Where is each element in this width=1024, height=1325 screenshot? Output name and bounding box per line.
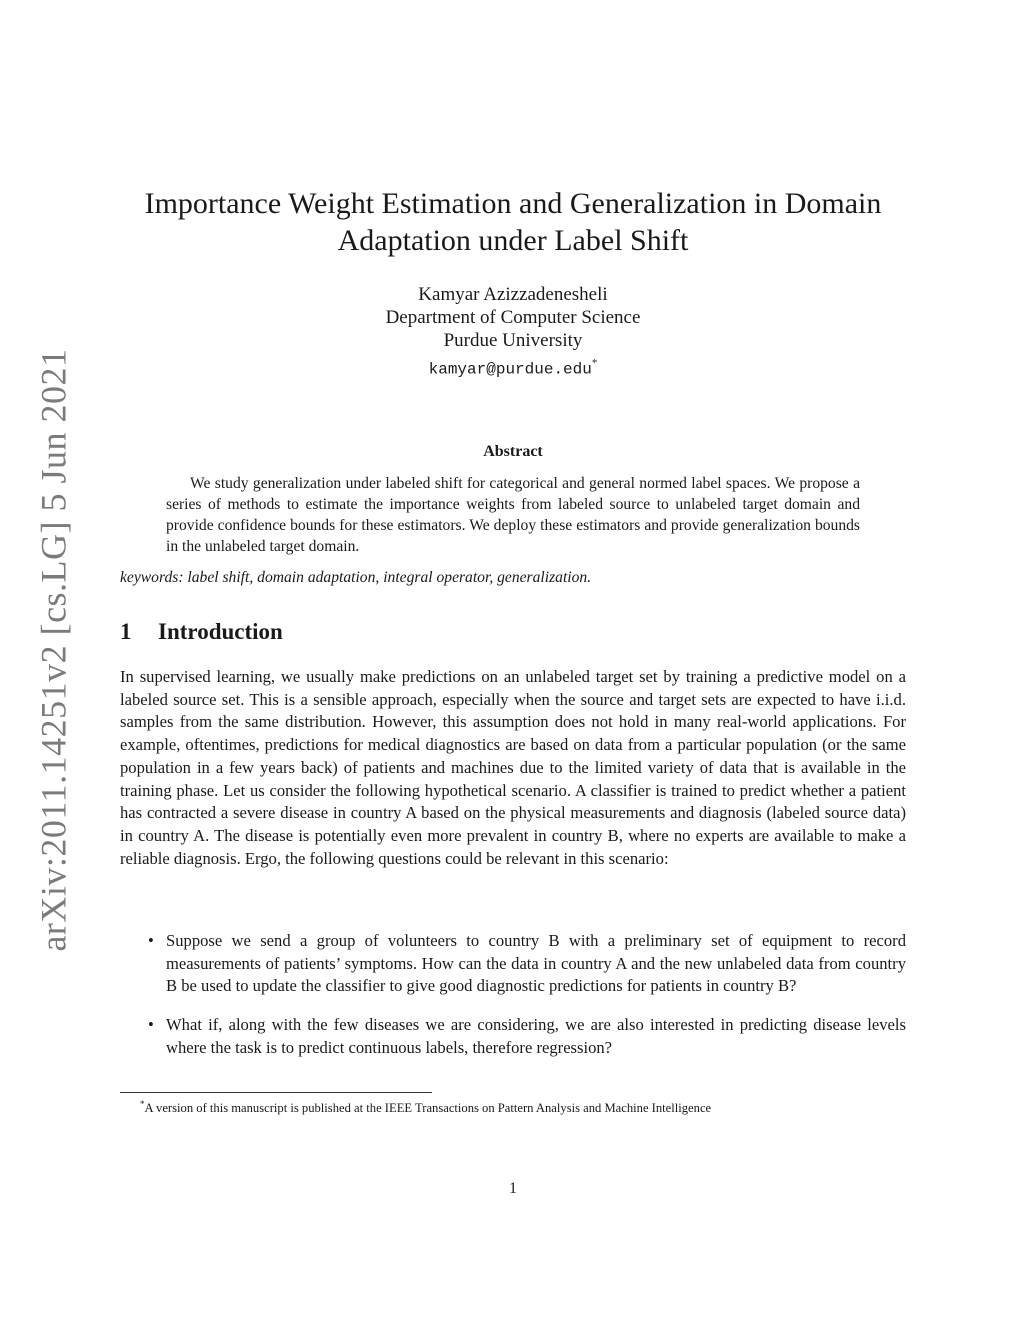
keywords: keywords: label shift, domain adaptation, integral operator, generalization. [120,569,592,586]
arxiv-stamp-text: arXiv:2011.14251v2 [cs.LG] 5 Jun 2021 [34,348,75,952]
footnote-divider [120,1092,432,1093]
abstract-text: We study generalization under labeled shift for categorical and general normed label spaces. We propose a series of methods to estimate the importance weights from labeled source to unlabeled target domain and provide confidence bounds for these estimators. We deploy these estimators and provide generalization bounds in the unlabeled target domain. [166,475,860,555]
page-number: 1 [509,1180,517,1197]
author-email-line [120,352,906,381]
author-footnote-mark: * [591,357,598,369]
author-university: Purdue University [443,330,583,351]
bullet-dot: • [148,931,154,950]
title-line-2: Adaptation under Label Shift [337,224,689,257]
footnote [140,1096,906,1117]
section-title: Introduction [158,619,283,644]
section-heading [120,619,283,645]
title-line-1: Importance Weight Estimation and Generalization in Domain [144,187,882,220]
author-block [120,283,906,381]
footnote-mark: * [140,1099,145,1109]
paper-page [120,0,906,1325]
bullet-text: What if, along with the few diseases we are considering, we are also interested in predicting disease levels where the task is to predict continuous labels, therefore regression? [166,1015,906,1057]
paper-title [120,185,906,259]
bullet-dot: • [148,1015,154,1035]
list-item [120,930,906,998]
bullet-list [120,930,906,1076]
intro-paragraph: In supervised learning, we usually make predictions on an unlabeled target set by training a predictive model on a labeled source set. This is a sensible approach, especially when the source and target sets are expected to have i.i.d. samples from the same distribution. However, this assumption does not hold in many real-world applications. For example, oftentimes, predictions for medical diagnostics are based on data from a particular population (or the same population in a few years back) of patients and machines due to the limited variety of data that is available in the training phase. Let us consider the following hypothetical scenario. A classifier is trained to predict whether a patient has contracted a severe disease in country A based on the physical measurements and diagnosis (labeled source data) in country A. The disease is potentially even more prevalent in country B, where no experts are available to make a reliable diagnosis. Ergo, the following questions could be relevant in this scenario: [120,667,906,868]
bullet-text: Suppose we send a group of volunteers to country B with a preliminary set of equipment to record measurements of patients’ symptoms. How can the data in country A and the new unlabeled data from country B be used to update the classifier to give good diagnostic predictions for patients in country B? [166,931,906,996]
section-number: 1 [120,619,132,644]
abstract-heading: Abstract [483,443,543,460]
footnote-text: A version of this manuscript is published at the IEEE Transactions on Pattern Analysis and Machine Intelligence [144,1101,712,1116]
author-email[interactable]: kamyar@purdue.edu [428,360,592,379]
author-department: Department of Computer Science [385,307,641,328]
arxiv-side-stamp [34,348,75,952]
author-name: Kamyar Azizzadenesheli [418,284,608,305]
list-item [120,1014,906,1059]
